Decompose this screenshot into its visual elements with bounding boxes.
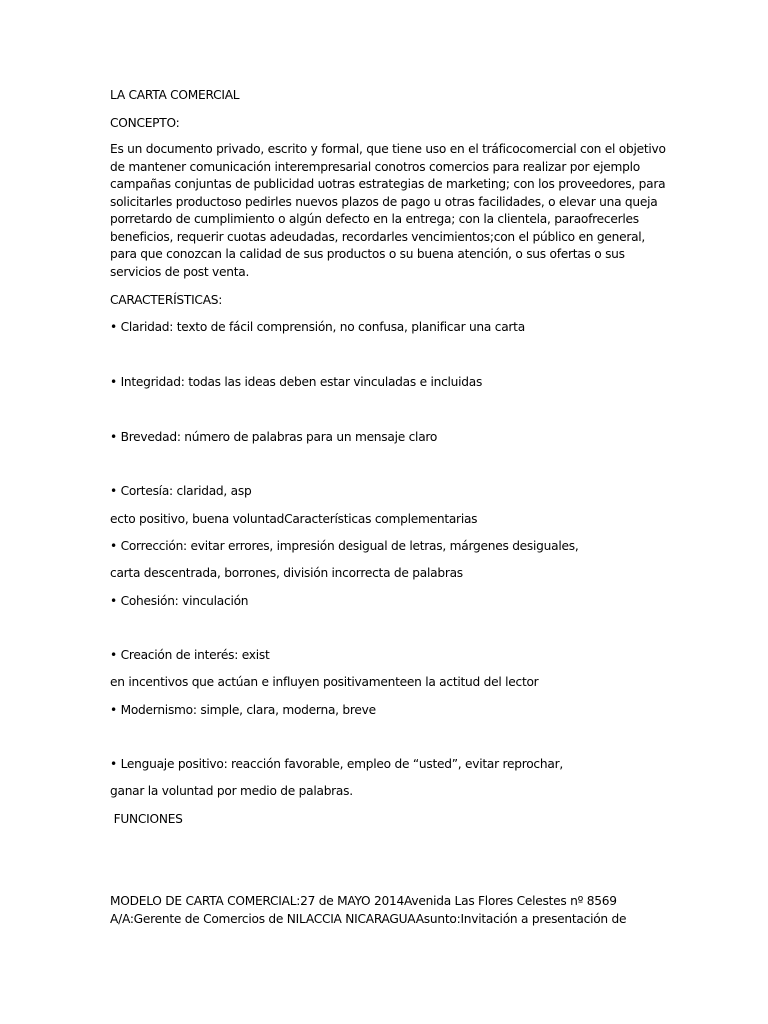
document-title: LA CARTA COMERCIAL [110,88,240,102]
model-line: MODELO DE CARTA COMERCIAL:27 de MAYO 2014Avenida Las Flores Celestes nº 8569 [110,894,617,908]
feature-item: • Lenguaje positivo: reacción favorable, empleo de “usted”, evitar reprochar, [110,755,563,773]
concept-line: campañas conjuntas de publicidad uotras estrategias de marketing; con los proveedores, para [110,177,666,191]
feature-item: • Claridad: texto de fácil comprensión, no confusa, planificar una carta [110,318,525,336]
feature-continuation: carta descentrada, borrones, división incorrecta de palabras [110,566,463,580]
concept-line: Es un documento privado, escrito y formal, que tiene uso en el tráficocomercial con el objetivo [110,142,666,156]
concept-line: beneficios, requerir cuotas adeudadas, recordarles vencimientos;con el público en general, [110,229,646,244]
feature-item: • Corrección: evitar errores, impresión desigual de letras, márgenes desiguales, [110,537,578,555]
features-heading: CARACTERÍSTICAS: [110,293,223,307]
feature-item: • Creación de interés: exist [110,646,270,664]
feature-item: • Brevedad: número de palabras para un mensaje claro [110,428,437,446]
model-line: A/A:Gerente de Comercios de NILACCIA NICARAGUAAsunto:Invitación a presentación de [110,912,627,926]
concept-line: servicios de post venta. [110,264,250,279]
concept-line: solicitarles productoso pedirles nuevos plazos de pago u otras facilidades, o elevar una queja [110,194,658,209]
feature-continuation: en incentivos que actúan e influyen positivamenteen la actitud del lector [110,675,539,689]
feature-item: • Cortesía: claridad, asp [110,482,251,500]
concept-line: de mantener comunicación interempresarial conotros comercios para realizar por ejemplo [110,159,640,174]
feature-continuation: ganar la voluntad por medio de palabras. [110,784,353,798]
concept-line: para que conozcan la calidad de sus productos o su buena atención, o sus ofertas o sus [110,247,625,261]
feature-item: • Integridad: todas las ideas deben estar vinculadas e incluidas [110,373,482,391]
feature-continuation: ecto positivo, buena voluntadCaracterísticas complementarias [110,512,478,526]
functions-heading: FUNCIONES [110,812,183,826]
concept-line: porretardo de cumplimiento o algún defecto en la entrega; con la clientela, paraofrecerles [110,212,639,226]
concept-heading: CONCEPTO: [110,116,180,130]
feature-item: • Modernismo: simple, clara, moderna, breve [110,701,376,719]
feature-item: • Cohesión: vinculación [110,592,248,610]
